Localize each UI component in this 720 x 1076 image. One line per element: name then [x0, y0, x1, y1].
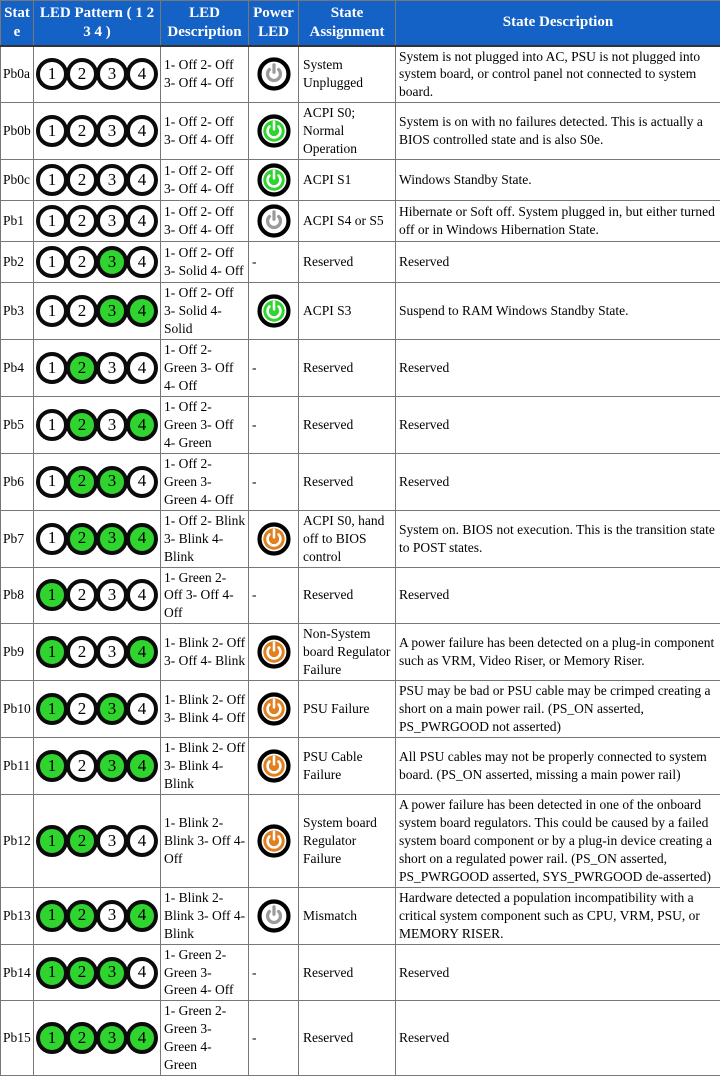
led-2-off: 2: [66, 295, 98, 327]
state-cell: Pb3: [1, 283, 34, 340]
power-icon-orange: [256, 691, 292, 727]
table-body: [1, 46, 720, 1076]
led-description-cell: 1- Blink 2- Off 3- Blink 4- Off: [161, 681, 249, 738]
led-1-off: 1: [36, 295, 68, 327]
led-3-on: 3: [96, 750, 128, 782]
led-4-on: 4: [126, 1022, 158, 1054]
power-led-cell: -: [249, 567, 299, 624]
led-description-cell: 1- Off 2- Green 3- Off 4- Off: [161, 340, 249, 397]
state-description-cell: A power failure has been detected in one of the onboard system board regulators. This could be caused by a failed system board component or by a plug-in device creating a short on a regulated power rail. (PS_ON asserted, PS_PWRGOOD asserted, SYS_PWRGOOD de-asserted): [396, 794, 720, 887]
led-pattern-cell: [34, 283, 161, 340]
state-description-cell: A power failure has been detected on a plug-in component such as VRM, Video Riser, or Memory Riser.: [396, 624, 720, 681]
state-cell: Pb2: [1, 242, 34, 283]
table-row: [1, 794, 720, 887]
led-pattern-cell: [34, 340, 161, 397]
state-assignment-cell: Reserved: [299, 944, 396, 1001]
power-icon-gray: [256, 898, 292, 934]
led-4-off: 4: [126, 205, 158, 237]
led-4-on: 4: [126, 900, 158, 932]
led-description-cell: 1- Off 2- Blink 3- Blink 4- Blink: [161, 510, 249, 567]
table-row: [1, 567, 720, 624]
led-pattern-cell: [34, 201, 161, 242]
power-icon-gray: [256, 203, 292, 239]
led-description-cell: 1- Off 2- Off 3- Solid 4- Off: [161, 242, 249, 283]
state-assignment-cell: System board Regulator Failure: [299, 794, 396, 887]
led-description-cell: 1- Off 2- Off 3- Off 4- Off: [161, 103, 249, 160]
led-2-off: 2: [66, 693, 98, 725]
state-cell: Pb15: [1, 1001, 34, 1076]
led-2-on: 2: [66, 1022, 98, 1054]
led-2-on: 2: [66, 409, 98, 441]
state-assignment-cell: Non-System board Regulator Failure: [299, 624, 396, 681]
led-3-on: 3: [96, 466, 128, 498]
power-led-cell: [249, 738, 299, 795]
state-cell: Pb6: [1, 453, 34, 510]
led-1-on: 1: [36, 825, 68, 857]
led-4-off: 4: [126, 579, 158, 611]
led-1-off: 1: [36, 164, 68, 196]
table-row: [1, 46, 720, 103]
led-description-cell: 1- Green 2- Green 3- Green 4- Green: [161, 1001, 249, 1076]
table-row: [1, 283, 720, 340]
power-led-cell: [249, 283, 299, 340]
led-2-off: 2: [66, 579, 98, 611]
led-3-off: 3: [96, 825, 128, 857]
led-2-on: 2: [66, 523, 98, 555]
led-description-cell: 1- Off 2- Off 3- Solid 4- Solid: [161, 283, 249, 340]
state-assignment-cell: ACPI S1: [299, 160, 396, 201]
led-2-on: 2: [66, 352, 98, 384]
power-icon-gray: [256, 56, 292, 92]
led-1-on: 1: [36, 1022, 68, 1054]
led-4-on: 4: [126, 750, 158, 782]
led-pattern-cell: [34, 1001, 161, 1076]
table-row: [1, 1001, 720, 1076]
led-3-off: 3: [96, 164, 128, 196]
led-pattern-cell: [34, 887, 161, 944]
col-header-state-description: State Description: [396, 1, 720, 46]
led-1-on: 1: [36, 750, 68, 782]
state-description-cell: Hibernate or Soft off. System plugged in, but either turned off or in Windows Hibernation State.: [396, 201, 720, 242]
led-3-on: 3: [96, 693, 128, 725]
led-4-on: 4: [126, 523, 158, 555]
led-2-off: 2: [66, 246, 98, 278]
power-led-cell: [249, 103, 299, 160]
power-led-cell: -: [249, 1001, 299, 1076]
led-3-off: 3: [96, 205, 128, 237]
state-cell: Pb9: [1, 624, 34, 681]
col-header-state-assignment: State Assignment: [299, 1, 396, 46]
col-header-power-led: Power LED: [249, 1, 299, 46]
led-pattern-cell: [34, 944, 161, 1001]
led-4-off: 4: [126, 825, 158, 857]
table-row: [1, 160, 720, 201]
led-2-off: 2: [66, 636, 98, 668]
state-cell: Pb4: [1, 340, 34, 397]
led-description-cell: 1- Off 2- Off 3- Off 4- Off: [161, 201, 249, 242]
power-icon-orange: [256, 521, 292, 557]
led-pattern-cell: [34, 681, 161, 738]
led-pattern-cell: [34, 794, 161, 887]
led-3-off: 3: [96, 636, 128, 668]
state-cell: Pb10: [1, 681, 34, 738]
led-1-off: 1: [36, 523, 68, 555]
state-cell: Pb13: [1, 887, 34, 944]
state-description-cell: System on. BIOS not execution. This is the transition state to POST states.: [396, 510, 720, 567]
table-row: [1, 887, 720, 944]
table-row: [1, 738, 720, 795]
table-row: [1, 340, 720, 397]
led-pattern-cell: [34, 396, 161, 453]
led-1-off: 1: [36, 115, 68, 147]
led-4-off: 4: [126, 115, 158, 147]
led-3-off: 3: [96, 115, 128, 147]
state-cell: Pb0b: [1, 103, 34, 160]
led-description-cell: 1- Off 2- Off 3- Off 4- Off: [161, 46, 249, 103]
power-led-cell: [249, 887, 299, 944]
table-row: [1, 453, 720, 510]
led-pattern-cell: [34, 738, 161, 795]
power-led-cell: [249, 46, 299, 103]
state-assignment-cell: ACPI S0; Normal Operation: [299, 103, 396, 160]
led-1-off: 1: [36, 205, 68, 237]
led-description-cell: 1- Blink 2- Off 3- Blink 4- Blink: [161, 738, 249, 795]
state-cell: Pb0c: [1, 160, 34, 201]
led-pattern-cell: [34, 624, 161, 681]
led-1-off: 1: [36, 352, 68, 384]
led-1-off: 1: [36, 409, 68, 441]
led-2-off: 2: [66, 58, 98, 90]
state-assignment-cell: PSU Failure: [299, 681, 396, 738]
led-4-off: 4: [126, 466, 158, 498]
led-pattern-cell: [34, 242, 161, 283]
power-led-cell: [249, 794, 299, 887]
led-description-cell: 1- Off 2- Green 3- Green 4- Off: [161, 453, 249, 510]
led-2-off: 2: [66, 205, 98, 237]
table-row: [1, 681, 720, 738]
state-description-cell: Reserved: [396, 453, 720, 510]
state-assignment-cell: Reserved: [299, 453, 396, 510]
led-1-off: 1: [36, 58, 68, 90]
led-3-off: 3: [96, 58, 128, 90]
led-2-on: 2: [66, 466, 98, 498]
state-assignment-cell: ACPI S0, hand off to BIOS control: [299, 510, 396, 567]
state-assignment-cell: Reserved: [299, 340, 396, 397]
led-1-on: 1: [36, 579, 68, 611]
power-icon-green: [256, 162, 292, 198]
state-assignment-cell: Reserved: [299, 242, 396, 283]
power-led-cell: -: [249, 944, 299, 1001]
led-pattern-cell: [34, 567, 161, 624]
state-cell: Pb1: [1, 201, 34, 242]
led-description-cell: 1- Off 2- Green 3- Off 4- Green: [161, 396, 249, 453]
led-3-off: 3: [96, 409, 128, 441]
state-description-cell: Hardware detected a population incompatibility with a critical system component such as CPU, VRM, PSU, or MEMORY RISER.: [396, 887, 720, 944]
led-1-off: 1: [36, 466, 68, 498]
table-row: [1, 510, 720, 567]
led-1-on: 1: [36, 693, 68, 725]
led-pattern-cell: [34, 103, 161, 160]
table-row: [1, 624, 720, 681]
state-description-cell: Suspend to RAM Windows Standby State.: [396, 283, 720, 340]
table-row: [1, 944, 720, 1001]
led-4-on: 4: [126, 636, 158, 668]
power-led-cell: [249, 681, 299, 738]
power-led-cell: -: [249, 453, 299, 510]
led-description-cell: 1- Off 2- Off 3- Off 4- Off: [161, 160, 249, 201]
power-led-cell: -: [249, 242, 299, 283]
state-description-cell: Reserved: [396, 944, 720, 1001]
led-3-on: 3: [96, 1022, 128, 1054]
led-2-off: 2: [66, 164, 98, 196]
led-1-off: 1: [36, 246, 68, 278]
power-led-cell: [249, 510, 299, 567]
power-icon-orange: [256, 634, 292, 670]
col-header-led-description: LED Description: [161, 1, 249, 46]
led-3-on: 3: [96, 957, 128, 989]
power-icon-green: [256, 293, 292, 329]
led-description-cell: 1- Blink 2- Blink 3- Off 4- Blink: [161, 887, 249, 944]
table-row: [1, 201, 720, 242]
led-3-on: 3: [96, 246, 128, 278]
power-led-cell: -: [249, 396, 299, 453]
led-description-cell: 1- Green 2- Off 3- Off 4- Off: [161, 567, 249, 624]
led-1-on: 1: [36, 636, 68, 668]
state-description-cell: Reserved: [396, 567, 720, 624]
power-icon-orange: [256, 823, 292, 859]
state-description-cell: Windows Standby State.: [396, 160, 720, 201]
state-assignment-cell: Reserved: [299, 1001, 396, 1076]
led-3-on: 3: [96, 295, 128, 327]
state-description-cell: System is not plugged into AC, PSU is not plugged into system board, or control panel not connected to system board.: [396, 46, 720, 103]
led-pattern-cell: [34, 46, 161, 103]
table-row: [1, 396, 720, 453]
state-description-cell: Reserved: [396, 340, 720, 397]
led-4-off: 4: [126, 352, 158, 384]
led-4-off: 4: [126, 957, 158, 989]
power-led-cell: -: [249, 340, 299, 397]
led-pattern-cell: [34, 453, 161, 510]
led-4-off: 4: [126, 693, 158, 725]
led-description-cell: 1- Blink 2- Off 3- Off 4- Blink: [161, 624, 249, 681]
led-4-on: 4: [126, 295, 158, 327]
col-header-state: State: [1, 1, 34, 46]
led-pattern-cell: [34, 510, 161, 567]
state-description-cell: System is on with no failures detected. This is actually a BIOS controlled state and is also S0e.: [396, 103, 720, 160]
state-assignment-cell: ACPI S4 or S5: [299, 201, 396, 242]
state-description-cell: Reserved: [396, 242, 720, 283]
led-pattern-cell: [34, 160, 161, 201]
led-description-cell: 1- Green 2- Green 3- Green 4- Off: [161, 944, 249, 1001]
led-2-on: 2: [66, 900, 98, 932]
led-3-off: 3: [96, 579, 128, 611]
header-row: [1, 1, 720, 46]
state-description-cell: Reserved: [396, 396, 720, 453]
led-4-on: 4: [126, 409, 158, 441]
state-cell: Pb14: [1, 944, 34, 1001]
led-4-off: 4: [126, 58, 158, 90]
led-4-off: 4: [126, 164, 158, 196]
led-2-off: 2: [66, 750, 98, 782]
state-assignment-cell: System Unplugged: [299, 46, 396, 103]
led-4-off: 4: [126, 246, 158, 278]
state-cell: Pb8: [1, 567, 34, 624]
led-3-on: 3: [96, 523, 128, 555]
power-led-cell: [249, 201, 299, 242]
power-icon-green: [256, 113, 292, 149]
led-2-on: 2: [66, 957, 98, 989]
state-description-cell: Reserved: [396, 1001, 720, 1076]
table-row: [1, 242, 720, 283]
power-led-cell: [249, 624, 299, 681]
state-description-cell: PSU may be bad or PSU cable may be crimped creating a short on a main power rail. (PS_ON asserted, PS_PWRGOOD not asserted): [396, 681, 720, 738]
power-icon-orange: [256, 748, 292, 784]
state-assignment-cell: Reserved: [299, 396, 396, 453]
led-1-on: 1: [36, 957, 68, 989]
state-assignment-cell: PSU Cable Failure: [299, 738, 396, 795]
state-assignment-cell: ACPI S3: [299, 283, 396, 340]
state-cell: Pb7: [1, 510, 34, 567]
state-assignment-cell: Reserved: [299, 567, 396, 624]
power-led-cell: [249, 160, 299, 201]
state-cell: Pb12: [1, 794, 34, 887]
table-row: [1, 103, 720, 160]
led-1-on: 1: [36, 900, 68, 932]
led-3-off: 3: [96, 352, 128, 384]
state-assignment-cell: Mismatch: [299, 887, 396, 944]
state-cell: Pb5: [1, 396, 34, 453]
led-2-on: 2: [66, 825, 98, 857]
state-cell: Pb0a: [1, 46, 34, 103]
col-header-led-pattern: LED Pattern ( 1 2 3 4 ): [34, 1, 161, 46]
state-cell: Pb11: [1, 738, 34, 795]
led-3-off: 3: [96, 900, 128, 932]
state-description-cell: All PSU cables may not be properly connected to system board. (PS_ON asserted, missing a main power rail): [396, 738, 720, 795]
led-description-cell: 1- Blink 2- Blink 3- Off 4- Off: [161, 794, 249, 887]
led-2-off: 2: [66, 115, 98, 147]
